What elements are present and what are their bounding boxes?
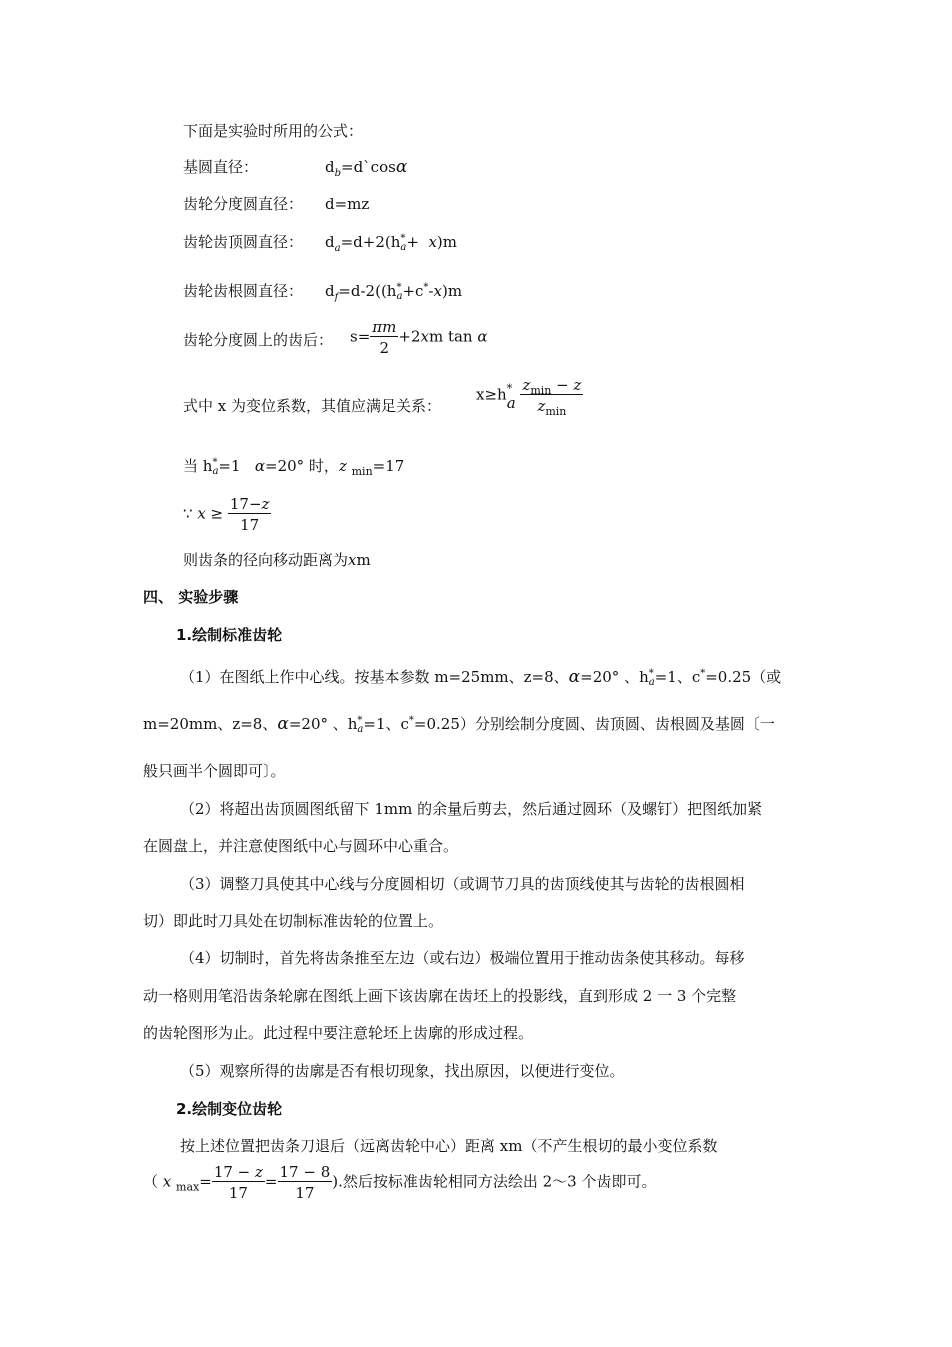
dedendum-diameter-formula: $d_f=d-2((h$ * a +c*-x)m: [325, 282, 463, 303]
step1-line1-c: =0.25（或: [705, 668, 782, 686]
tooth-thickness-label: 齿轮分度圆上的齿后：: [183, 331, 334, 349]
condition-alpha-value: =20° 时，: [265, 457, 339, 475]
condition-zmin-value: =17: [372, 457, 405, 475]
step2-line2: 在圆盘上，并注意使图纸中心与圆环中心重合。: [143, 837, 459, 855]
step4-line3: 的齿轮图形为止。此过程中要注意轮坯上齿廓的形成过程。: [143, 1024, 534, 1042]
addendum-diameter-label: 齿轮齿顶圆直径：: [183, 233, 304, 251]
step1-line2-ha: =1、c: [363, 715, 409, 733]
dedendum-diameter-label: 齿轮齿根圆直径：: [183, 282, 304, 300]
pitch-diameter-formula: d=mz: [325, 195, 370, 213]
radial-move-label: 则齿条的径向移动距离为: [183, 551, 349, 569]
pitch-diameter-label: 齿轮分度圆直径：: [183, 195, 304, 213]
step1-line2: m=20mm、z=8、α=20° 、h * a =1、c*=0.25）分别绘制分度圆、齿顶圆、齿根圆及基圆〔一: [143, 714, 775, 735]
condition-ha-value: =1: [218, 457, 241, 475]
step1-line1-ha: =1、c: [654, 668, 701, 686]
because-formula: ∵ x ≥ $\frac{17-z}{17}$: [183, 495, 270, 534]
shift-line2-tail: ).然后按标准齿轮相同方法绘出 2～3 个齿即可。: [332, 1172, 657, 1191]
step1-line1: （1）在图纸上作中心线。按基本参数 m=25mm、z=8、α=20° 、h * a =1、c*=0.25（或: [180, 667, 782, 688]
condition-line: 当 h * a =1 α=20° 时，z $_{min}$=17: [183, 457, 405, 478]
step1-line2-c: =0.25）分别绘制分度圆、齿顶圆、齿根圆及基圆〔一: [413, 715, 775, 733]
tooth-thickness-formula: s= $\frac{\pi m}{2}$ +2xm tan α: [350, 318, 488, 357]
shift-coefficient-formula: x≥h * a $\frac{z_{min} - z}{z_{min}}$: [476, 376, 582, 418]
section-title: 四、 实验步骤: [143, 588, 239, 606]
base-circle-label: 基圆直径：: [183, 158, 259, 176]
step2-line1: （2）将超出齿顶圆图纸留下 1mm 的余量后剪去，然后通过圆环（及螺钉）把图纸加紧: [180, 800, 763, 818]
shift-line2: （ x $_{max}$= $\frac{17 - z}{17}$ = $\frac{17 - 8}{17}$ ).然后按标准齿轮相同方法绘出 2～3 个齿即可。: [143, 1163, 657, 1202]
step4-line2: 动一格则用笔沿齿条轮廓在图纸上画下该齿廓在齿坯上的投影线，直到形成 2 一 3 个完整: [143, 987, 737, 1005]
step5-line: （5）观察所得的齿廓是否有根切现象，找出原因，以便进行变位。: [180, 1062, 625, 1080]
step3-line2: 切）即此时刀具处在切制标准齿轮的位置上。: [143, 912, 444, 930]
step1-line1-text: （1）在图纸上作中心线。按基本参数 m=25mm、z=8、: [180, 668, 569, 686]
base-circle-formula: $d_b=d`\cos\alpha$: [325, 157, 408, 179]
addendum-diameter-formula: $d_a=d+2(h$ * a + x)m: [325, 233, 457, 254]
step3-line1: （3）调整刀具使其中心线与分度圆相切（或调节刀具的齿顶线使其与齿轮的齿根圆相: [180, 875, 745, 893]
subsection-title-shifted: 2.绘制变位齿轮: [176, 1100, 283, 1118]
step1-line1-angle: =20° 、h: [580, 668, 649, 686]
intro-text: 下面是实验时所用的公式：: [183, 122, 364, 140]
step4-line1: （4）切制时，首先将齿条推至左边（或右边）极端位置用于推动齿条使其移动。每移: [180, 949, 745, 967]
condition-prefix: 当: [183, 457, 199, 475]
radial-move-text: 则齿条的径向移动距离为xm: [183, 551, 371, 569]
subsection-title-standard: 1.绘制标准齿轮: [176, 626, 283, 644]
step1-line3: 般只画半个圆即可〕。: [143, 762, 286, 780]
shift-coefficient-label: 式中 x 为变位系数，其值应满足关系：: [183, 397, 441, 415]
shift-line1: 按上述位置把齿条刀退后（远离齿轮中心）距离 xm（不产生根切的最小变位系数: [180, 1137, 718, 1155]
step1-line2-text: m=20mm、z=8、: [143, 715, 278, 733]
step1-line2-angle: =20° 、h: [288, 715, 358, 733]
